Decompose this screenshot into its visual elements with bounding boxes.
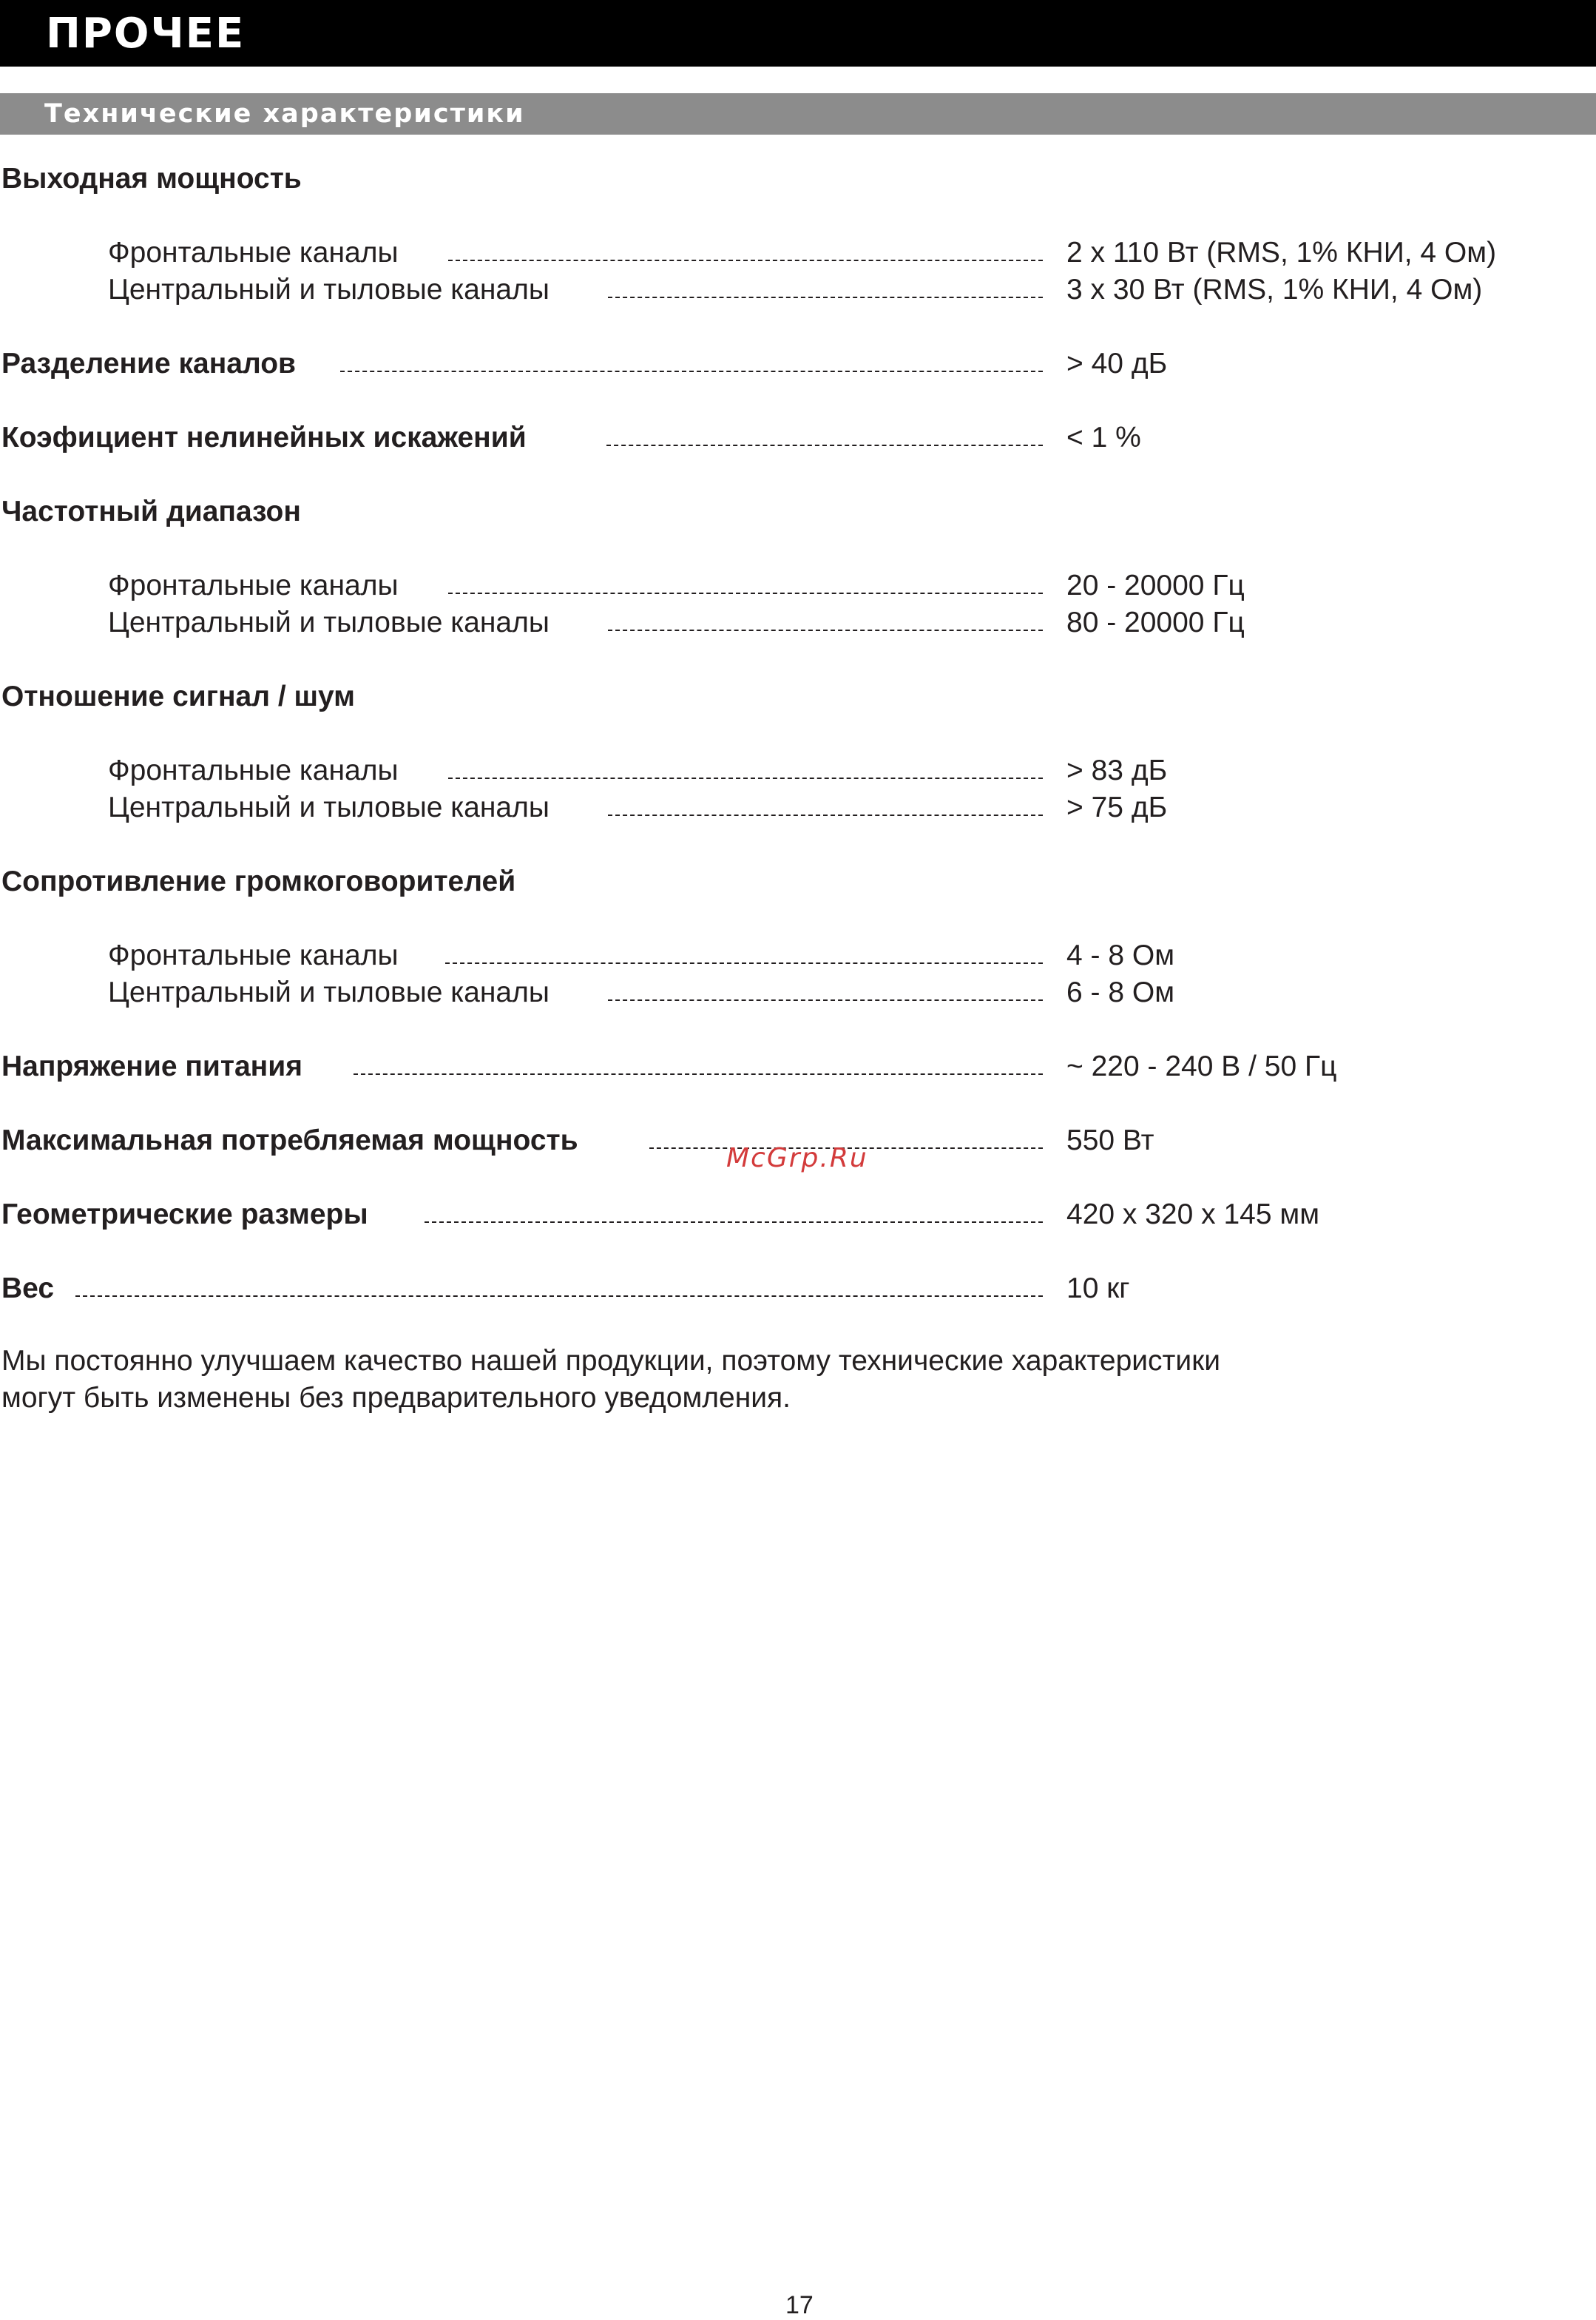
spec-value: ~ 220 - 240 В / 50 Гц xyxy=(1066,1051,1337,1082)
spec-label: Вес xyxy=(1,1272,55,1304)
spec-value: 3 x 30 Вт (RMS, 1% КНИ, 4 Ом) xyxy=(1066,274,1483,306)
dotted-leader xyxy=(448,260,1043,261)
spec-heading-impedance: Сопротивление громкоговорителей xyxy=(1,866,516,897)
disclaimer-line-2: могут быть изменены без предварительного уведомления. xyxy=(1,1382,791,1414)
spec-heading-snr: Отношение сигнал / шум xyxy=(1,681,356,712)
spec-value: > 40 дБ xyxy=(1066,348,1168,380)
dotted-leader xyxy=(606,445,1043,446)
dotted-leader xyxy=(608,630,1043,631)
disclaimer-note xyxy=(1,1343,1220,1417)
spec-label: Фронтальные каналы xyxy=(108,570,399,601)
dotted-leader xyxy=(608,815,1043,816)
spec-row-snr-center xyxy=(0,789,1596,826)
dotted-leader xyxy=(445,962,1043,964)
spec-row-snr-front xyxy=(0,752,1596,789)
spec-label: Центральный и тыловые каналы xyxy=(108,977,550,1008)
section-title-bar xyxy=(0,93,1596,135)
spec-label: Фронтальные каналы xyxy=(108,237,399,269)
spec-heading-frequency: Частотный диапазон xyxy=(1,496,301,527)
spec-value: 6 - 8 Ом xyxy=(1066,977,1175,1008)
disclaimer-line-1: Мы постоянно улучшаем качество нашей продукции, поэтому технические характеристики xyxy=(1,1345,1221,1377)
section-title: Технические характеристики xyxy=(44,99,525,129)
spec-row-frequency-center xyxy=(0,604,1596,641)
spec-label: Максимальная потребляемая мощность xyxy=(1,1124,578,1156)
spec-row-frequency-front xyxy=(0,567,1596,604)
spec-label: Фронтальные каналы xyxy=(108,940,399,971)
spec-value: 10 кг xyxy=(1066,1272,1130,1304)
spec-label: Центральный и тыловые каналы xyxy=(108,792,550,823)
dotted-leader xyxy=(448,593,1043,594)
spec-label: Коэфициент нелинейных искажений xyxy=(1,422,527,453)
spec-row-output-power-center xyxy=(0,272,1596,308)
spec-value: 420 x 320 x 145 мм xyxy=(1066,1198,1320,1230)
spec-value: 2 x 110 Вт (RMS, 1% КНИ, 4 Ом) xyxy=(1066,237,1497,269)
dotted-leader xyxy=(448,778,1043,779)
spec-value: 550 Вт xyxy=(1066,1124,1154,1156)
spec-row-output-power-front xyxy=(0,235,1596,272)
page-title-bar xyxy=(0,0,1596,67)
spec-value: 20 - 20000 Гц xyxy=(1066,570,1245,601)
dotted-leader xyxy=(425,1221,1043,1223)
spec-label: Центральный и тыловые каналы xyxy=(108,607,550,638)
spec-row-impedance-front xyxy=(0,937,1596,974)
spec-row-thd xyxy=(0,419,1596,456)
spec-row-supply xyxy=(0,1048,1596,1085)
spec-value: 80 - 20000 Гц xyxy=(1066,607,1245,638)
spec-value: < 1 % xyxy=(1066,422,1141,453)
dotted-leader xyxy=(354,1073,1043,1075)
spec-label: Центральный и тыловые каналы xyxy=(108,274,550,306)
spec-value: > 83 дБ xyxy=(1066,755,1168,786)
page-number: 17 xyxy=(785,2291,814,2319)
dotted-leader xyxy=(608,297,1043,298)
spec-row-separation xyxy=(0,345,1596,382)
spec-label: Фронтальные каналы xyxy=(108,755,399,786)
spec-row-impedance-center xyxy=(0,974,1596,1011)
dotted-leader xyxy=(75,1295,1043,1297)
spec-row-dimensions xyxy=(0,1196,1596,1233)
page-title: ПРОЧЕЕ xyxy=(46,10,246,58)
spec-value: > 75 дБ xyxy=(1066,792,1168,823)
spec-label: Геометрические размеры xyxy=(1,1198,368,1230)
watermark-text: McGrp.Ru xyxy=(726,1143,868,1173)
spec-value: 4 - 8 Ом xyxy=(1066,940,1175,971)
spec-heading-output-power: Выходная мощность xyxy=(1,163,302,195)
dotted-leader xyxy=(340,371,1043,372)
spec-row-weight xyxy=(0,1270,1596,1307)
dotted-leader xyxy=(608,999,1043,1001)
spec-label: Разделение каналов xyxy=(1,348,297,380)
spec-label: Напряжение питания xyxy=(1,1051,302,1082)
